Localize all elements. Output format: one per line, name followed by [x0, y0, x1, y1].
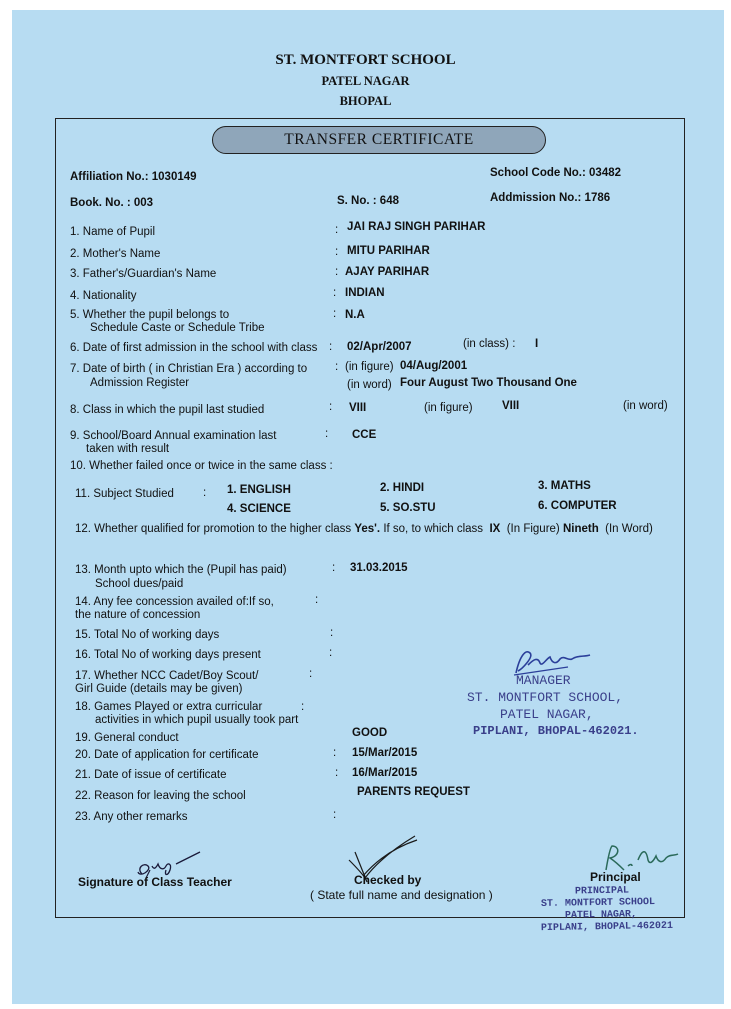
admission-no: Addmission No.: 1786	[490, 192, 611, 204]
colon: :	[329, 401, 333, 413]
colon: :	[330, 627, 334, 639]
field-12-text-c: (In Figure)	[506, 523, 560, 535]
colon: :	[309, 668, 313, 680]
colon: :	[333, 308, 337, 320]
colon: :	[335, 361, 339, 373]
field-6-value: 02/Apr/2007	[347, 341, 412, 353]
field-1-value: JAI RAJ SINGH PARIHAR	[347, 221, 486, 233]
principal-stamp-line2: PATEL NAGAR,	[564, 909, 638, 922]
checked-by-note: ( State full name and designation )	[310, 888, 493, 902]
field-12-class: IX	[489, 523, 501, 535]
field-14-label-line1: 14. Any fee concession availed of:If so,	[75, 596, 274, 608]
colon: :	[333, 287, 337, 299]
colon: :	[301, 701, 305, 713]
principal-signature-icon	[598, 840, 682, 874]
field-6-label: 6. Date of first admission in the school with class	[70, 342, 318, 354]
field-9-value: CCE	[352, 429, 377, 441]
colon: :	[329, 341, 333, 353]
field-19-value: GOOD	[352, 727, 388, 739]
field-5-label-line2: Schedule Caste or Schedule Tribe	[90, 322, 265, 334]
field-7-figure-label: (in figure)	[345, 361, 394, 373]
field-22-value: PARENTS REQUEST	[357, 786, 470, 798]
field-3-value: AJAY PARIHAR	[345, 266, 430, 278]
field-22-label: 22. Reason for leaving the school	[75, 790, 246, 802]
colon: :	[335, 767, 339, 779]
field-21-value: 16/Mar/2015	[352, 767, 418, 779]
field-5-value: N.A	[345, 309, 365, 321]
serial-no: S. No. : 648	[337, 195, 399, 207]
subject-3: 3. MATHS	[538, 480, 591, 492]
field-7-word-label: (in word)	[347, 379, 392, 391]
manager-stamp-title: MANAGER	[516, 673, 571, 688]
manager-stamp-line3: PIPLANI, BHOPAL-462021.	[473, 724, 639, 738]
field-12-yes: Yes'.	[354, 523, 381, 535]
field-6-class-label: (in class) :	[463, 338, 516, 350]
field-8-figure-label: (in figure)	[424, 402, 473, 414]
colon: :	[335, 246, 339, 258]
field-7-label-line2: Admission Register	[90, 377, 190, 389]
colon: :	[329, 647, 333, 659]
field-13-value: 31.03.2015	[350, 562, 408, 574]
checked-by-label: Checked by	[354, 873, 422, 887]
school-code-no: School Code No.: 03482	[490, 167, 622, 179]
colon: :	[315, 594, 319, 606]
field-8-word-label: (in word)	[623, 400, 668, 412]
field-18-label-line2: activities in which pupil usually took part	[95, 714, 299, 726]
principal-stamp-line3: PIPLANI, BHOPAL-462021	[540, 920, 674, 935]
colon: :	[332, 562, 336, 574]
field-6-class-value: I	[535, 338, 539, 350]
field-23-label: 23. Any other remarks	[75, 811, 188, 823]
class-teacher-signature-label: Signature of Class Teacher	[78, 875, 232, 889]
principal-signature-label: Principal	[590, 870, 641, 884]
field-11-label: 11. Subject Studied	[75, 488, 174, 500]
manager-stamp-line1: ST. MONTFORT SCHOOL,	[467, 690, 624, 705]
field-21-label: 21. Date of issue of certificate	[75, 769, 227, 781]
colon: :	[333, 747, 337, 759]
colon: :	[203, 487, 207, 499]
field-9-label-line2: taken with result	[86, 443, 170, 455]
field-2-label: 2. Mother's Name	[70, 248, 161, 260]
principal-stamp-title: PRINCIPAL	[574, 885, 630, 898]
colon: :	[325, 428, 329, 440]
field-17-label-line2: Girl Guide (details may be given)	[75, 683, 243, 695]
field-18-label-line1: 18. Games Played or extra curricular	[75, 701, 263, 713]
school-name: ST. MONTFORT SCHOOL	[275, 52, 456, 68]
field-8-label: 8. Class in which the pupil last studied	[70, 404, 265, 416]
field-15-label: 15. Total No of working days	[75, 629, 220, 641]
subject-6: 6. COMPUTER	[538, 500, 617, 512]
colon: :	[333, 809, 337, 821]
field-8-word-value: VIII	[502, 400, 520, 412]
field-16-label: 16. Total No of working days present	[75, 649, 261, 661]
field-7-word-value: Four August Two Thousand One	[400, 377, 577, 389]
field-10-label: 10. Whether failed once or twice in the same class :	[70, 460, 333, 472]
field-20-value: 15/Mar/2015	[352, 747, 418, 759]
colon: :	[335, 266, 339, 278]
field-13-label-line2: School dues/paid	[95, 578, 184, 590]
colon: :	[335, 224, 339, 236]
field-14-label-line2: the nature of concession	[75, 609, 201, 621]
field-4-label: 4. Nationality	[70, 290, 137, 302]
field-19-label: 19. General conduct	[75, 732, 179, 744]
field-5-label-line1: 5. Whether the pupil belongs to	[70, 309, 230, 321]
field-13-label-line1: 13. Month upto which the (Pupil has paid)	[75, 564, 287, 576]
field-9-label-line1: 9. School/Board Annual examination last	[70, 430, 277, 442]
field-8-value: VIII	[349, 402, 367, 414]
field-7-label-line1: 7. Date of birth ( in Christian Era ) according to	[70, 363, 308, 375]
book-no: Book. No. : 003	[70, 197, 154, 209]
field-12-text-b: If so, to which class	[383, 523, 484, 535]
field-12-text-a: 12. Whether qualified for promotion to the higher class	[75, 523, 352, 535]
school-city: BHOPAL	[339, 94, 392, 108]
field-12-text-d: (In Word)	[605, 523, 653, 535]
subject-2: 2. HINDI	[380, 482, 425, 494]
subject-1: 1. ENGLISH	[227, 484, 291, 496]
field-12-line	[75, 523, 653, 536]
field-7-figure-value: 04/Aug/2001	[400, 360, 468, 372]
manager-stamp-line2: PATEL NAGAR,	[500, 707, 594, 722]
field-20-label: 20. Date of application for certificate	[75, 749, 259, 761]
certificate-title: TRANSFER CERTIFICATE	[212, 126, 546, 154]
subject-5: 5. SO.STU	[380, 502, 436, 514]
field-12-word: Nineth	[562, 523, 599, 535]
principal-stamp-line1: ST. MONTFORT SCHOOL	[540, 897, 656, 910]
affiliation-no: Affiliation No.: 1030149	[70, 171, 197, 183]
subject-4: 4. SCIENCE	[227, 503, 291, 515]
field-3-label: 3. Father's/Guardian's Name	[70, 268, 217, 280]
field-4-value: INDIAN	[345, 287, 385, 299]
field-2-value: MITU PARIHAR	[347, 245, 430, 257]
field-17-label-line1: 17. Whether NCC Cadet/Boy Scout/	[75, 670, 259, 682]
field-1-label: 1. Name of Pupil	[70, 226, 156, 238]
school-area: PATEL NAGAR	[321, 74, 410, 88]
